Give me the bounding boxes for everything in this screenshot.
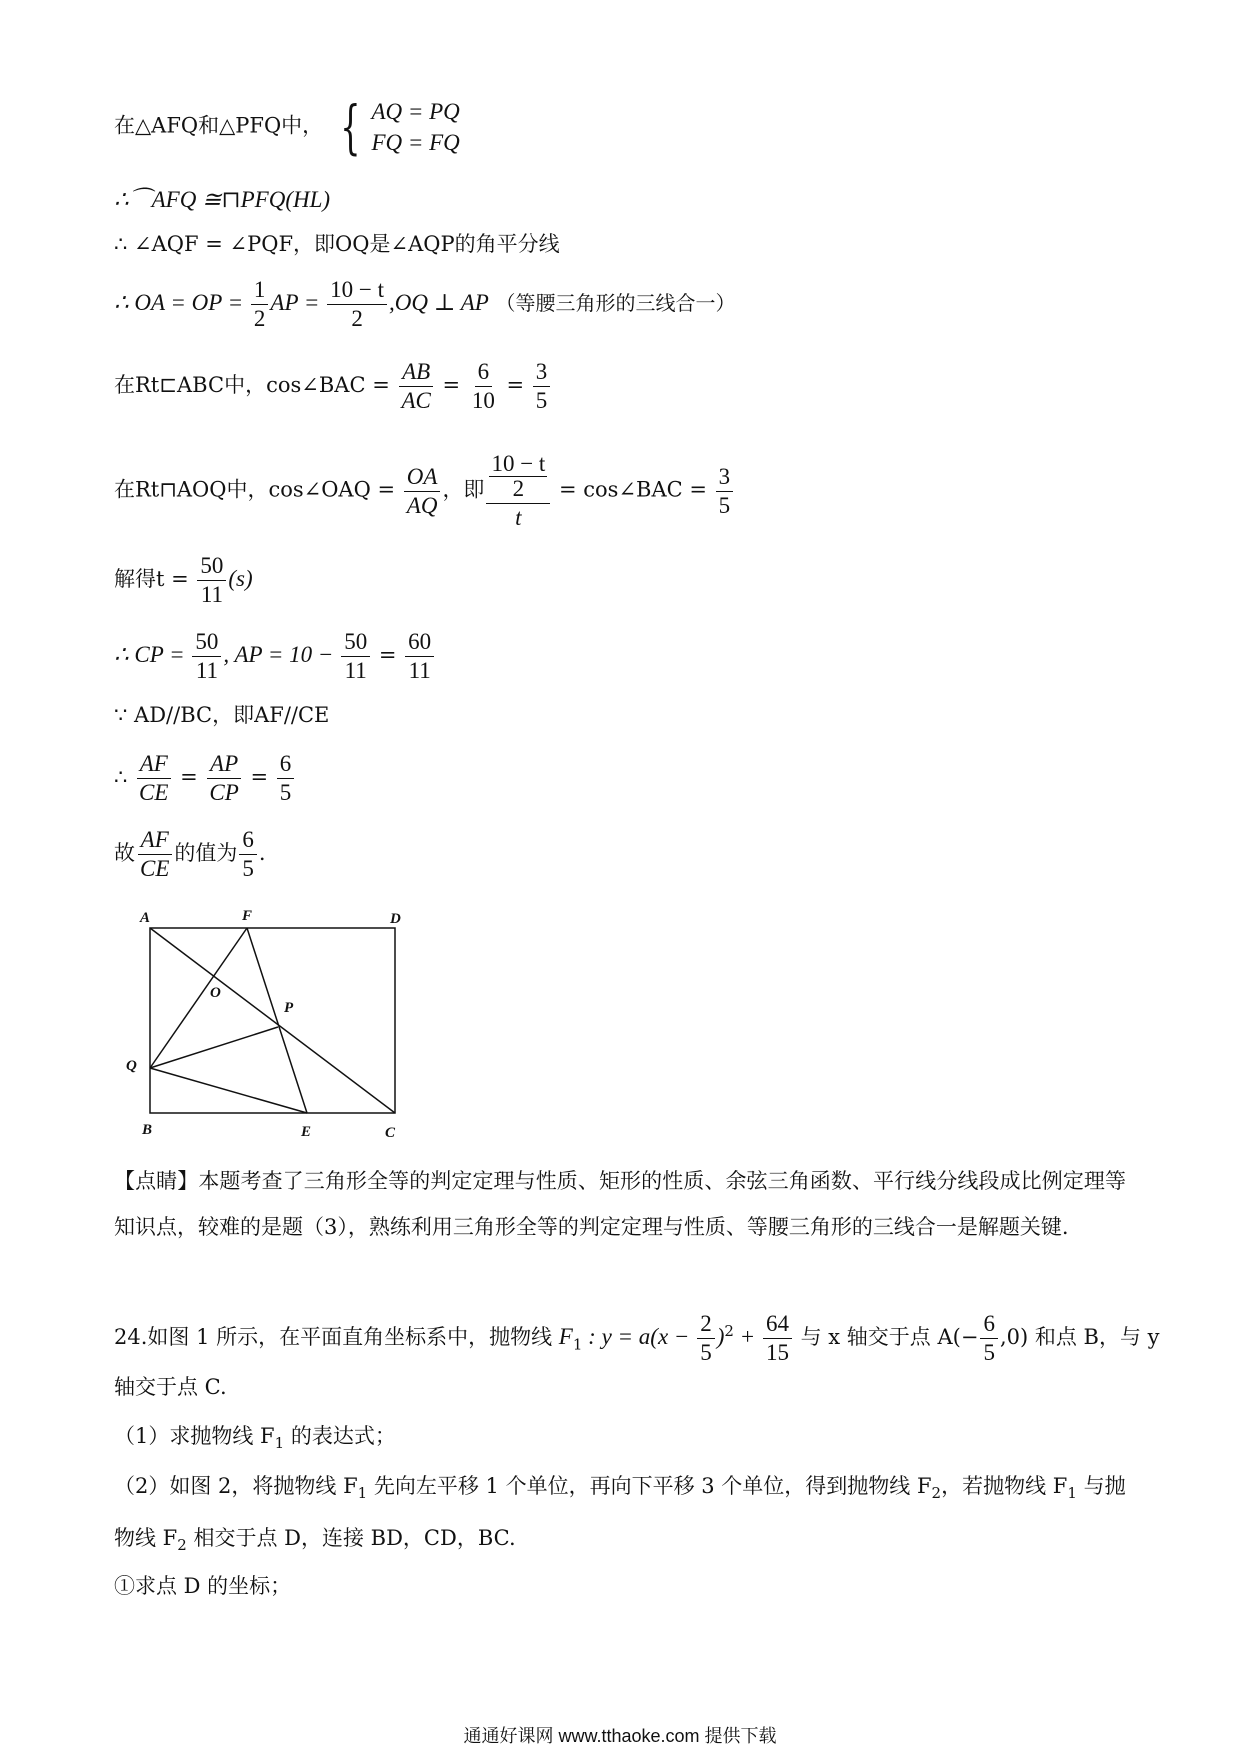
- l4-a: ∴ OA = OP =: [114, 290, 249, 316]
- part2-b: 先向左平移 1 个单位，再向下平移 3 个单位，得到抛物线 F: [367, 1474, 932, 1498]
- solution-line-6: [114, 452, 735, 530]
- equation-system: [371, 100, 459, 154]
- inner-num: 10 − t: [491, 451, 546, 476]
- label-o: O: [210, 985, 221, 1001]
- frac-den: AQ: [406, 492, 438, 518]
- geometry-figure: [120, 898, 420, 1143]
- label-f: F: [242, 908, 253, 924]
- part2-line2-b: 相交于点 D，连接 BD，CD，BC.: [186, 1526, 516, 1550]
- frac-num: 2: [697, 1312, 715, 1339]
- frac-den: 10: [471, 388, 495, 414]
- q24-f-sub: 1: [572, 1335, 583, 1354]
- label-a: A: [140, 910, 151, 926]
- part2-line2-a: 物线 F: [114, 1526, 178, 1550]
- q24-eq-b: +: [733, 1324, 761, 1350]
- frac-den: 5: [983, 1340, 995, 1366]
- frac-num: 6: [239, 828, 257, 855]
- frac-num: AB: [399, 360, 433, 387]
- frac-num: 1: [251, 278, 269, 305]
- solution-line-9: ∵ AD//BC，即AF//CE: [114, 703, 330, 727]
- l4-note: （等腰三角形的三线合一）: [495, 291, 736, 316]
- l10-a: ∴: [114, 765, 135, 790]
- fraction: [405, 630, 434, 683]
- q24-f-symbol: F: [558, 1324, 573, 1350]
- frac-den: 5: [279, 780, 292, 806]
- solution-line-1: [114, 93, 460, 161]
- fraction: [341, 630, 370, 683]
- q24-part-2-line-2: [114, 1528, 516, 1553]
- segment-qe: [150, 1068, 307, 1113]
- fraction: [398, 360, 433, 413]
- q24-square: 2: [724, 1322, 734, 1341]
- solution-line-3: ∴ ∠AQF = ∠PQF，即OQ是∠AQP的角平分线: [114, 232, 560, 256]
- system-eq-2: FQ = FQ: [371, 130, 460, 155]
- frac-num: OA: [404, 465, 441, 492]
- q24-eq-a: : y = a(x −: [582, 1324, 696, 1350]
- frac-num: 6: [277, 752, 295, 779]
- solution-line-11: [114, 828, 266, 881]
- fraction: [277, 752, 295, 805]
- solution-line-2: ∴⌒AFQ ≅⊓PFQ(HL): [114, 187, 331, 212]
- part2-line2-sub: 2: [177, 1536, 187, 1555]
- part1-b: 的表达式；: [284, 1424, 396, 1448]
- compound-fraction: [486, 452, 550, 530]
- q24-part-2: [114, 1476, 1126, 1501]
- l7-a: 解得t =: [114, 567, 196, 592]
- part2-a: （2）如图 2，将抛物线 F: [114, 1474, 358, 1498]
- fraction: [716, 465, 734, 518]
- q24-line-1: 24.如图 1 所示，在平面直角坐标系中，抛物线 $F_1$ : y = a(x − $\frac{2}{5}$ )$^2$ + $\frac{64}{15}$ 与 x 轴交于点 A(− $\frac{6}{5}$ ,0) 和点 B，与 y: [114, 1311, 1160, 1366]
- frac-num: 50: [192, 630, 221, 657]
- part2-sub3: 1: [1067, 1484, 1077, 1503]
- l5-a: 在Rt⊏ABC中，cos∠BAC =: [114, 373, 397, 398]
- frac-den: 15: [765, 1340, 789, 1366]
- q24-intro-a: 24.如图 1 所示，在平面直角坐标系中，抛物线: [114, 1325, 559, 1350]
- l6-b: ，即: [442, 477, 485, 502]
- frac-den: 11: [408, 658, 431, 684]
- solution-line-4: [114, 278, 736, 331]
- l8-b: , AP = 10 −: [223, 642, 340, 668]
- frac-num: 3: [716, 465, 734, 492]
- frac-den: 2: [351, 306, 363, 332]
- fraction: [763, 1312, 792, 1365]
- q24-line-2: 轴交于点 C.: [114, 1375, 227, 1399]
- l4-c: ,OQ ⊥ AP: [389, 290, 489, 316]
- part2-d: 与抛: [1076, 1474, 1126, 1498]
- system-eq-1: AQ = PQ: [371, 99, 460, 124]
- frac-num: 50: [341, 630, 370, 657]
- frac-den: 2: [253, 306, 266, 332]
- part2-sub1: 1: [357, 1484, 368, 1503]
- fraction: [697, 1312, 715, 1365]
- fraction: [980, 1312, 998, 1365]
- l6-c: = cos∠BAC =: [552, 477, 714, 502]
- fraction: [251, 278, 269, 331]
- frac-num: 60: [405, 630, 434, 657]
- label-c: C: [385, 1125, 396, 1141]
- fraction: [137, 828, 172, 881]
- frac-den: AC: [401, 388, 431, 414]
- frac-num: AF: [137, 752, 171, 779]
- fraction: [192, 630, 221, 683]
- segment-ac: [150, 928, 395, 1113]
- frac-num: 50: [197, 554, 226, 581]
- frac-num: 6: [475, 360, 493, 387]
- l6-a: 在Rt⊓AOQ中，cos∠OAQ =: [114, 477, 402, 502]
- solution-line-8: ∴ CP = $\frac{50}{11}$ , AP = 10 − $\frac{50}{11}$ = $\frac{60}{11}$: [114, 630, 436, 683]
- q24-intro-b: 与 x 轴交于点 A(−: [793, 1325, 979, 1350]
- label-p: P: [284, 1000, 294, 1016]
- l11-c: .: [258, 841, 266, 866]
- q24-part-2-1: ①求点 D 的坐标；: [114, 1574, 292, 1598]
- fraction: [404, 465, 441, 518]
- frac-den: 5: [535, 388, 548, 414]
- frac-num: [486, 452, 550, 504]
- frac-den: t: [515, 505, 522, 531]
- frac-num: 3: [533, 360, 551, 387]
- label-d: D: [390, 911, 401, 927]
- frac-den: 11: [200, 582, 223, 608]
- fraction: [533, 360, 551, 413]
- part1-sub: 1: [274, 1434, 285, 1453]
- page-footer: 通通好课网 www.tthaoke.com 提供下载: [463, 1726, 777, 1746]
- segment-fq: [150, 928, 247, 1068]
- l8-a: ∴ CP =: [114, 642, 191, 668]
- frac-num: 10 − t: [327, 278, 387, 305]
- comment-paragraph: 【点睛】本题考查了三角形全等的判定定理与性质、矩形的性质、余弦三角函数、平行线分线段成比例定理等知识点，较难的是题（3），熟练利用三角形全等的判定定理与性质、等腰三角形的三线合一是解题关键.: [114, 1169, 1126, 1239]
- frac-den: 11: [344, 658, 367, 684]
- frac-num: 6: [980, 1312, 998, 1339]
- fraction: [327, 278, 387, 331]
- frac-den: CP: [209, 780, 239, 806]
- frac-den: 5: [700, 1340, 712, 1366]
- label-b: B: [142, 1122, 153, 1138]
- q24-part-1: [114, 1426, 396, 1451]
- left-brace: {: [340, 93, 361, 161]
- label-e: E: [301, 1124, 312, 1140]
- frac-den: 11: [195, 658, 218, 684]
- fraction: [206, 752, 241, 805]
- fraction: [469, 360, 498, 413]
- frac-den: CE: [139, 780, 169, 806]
- part2-c: ，若抛物线 F: [941, 1474, 1068, 1498]
- fraction: [136, 752, 171, 805]
- q24-intro-c: ,0) 和点 B，与 y: [999, 1325, 1160, 1350]
- frac-den: 5: [718, 492, 731, 518]
- frac-num: 64: [763, 1312, 792, 1339]
- l4-b: AP =: [270, 290, 326, 316]
- label-q: Q: [126, 1058, 137, 1074]
- l11-a: 故: [114, 841, 135, 866]
- frac-den: CE: [140, 856, 170, 882]
- solution-line-5: 在Rt⊏ABC中，cos∠BAC = $\frac{AB}{AC}$ = $\frac{6}{10}$ = $\frac{3}{5}$: [114, 360, 552, 413]
- solution-line-7: [114, 554, 253, 607]
- frac-den: 5: [242, 856, 254, 882]
- fraction: [239, 828, 257, 881]
- l11-b: 的值为: [174, 841, 238, 866]
- inner-den: 2: [512, 476, 525, 502]
- segment-qp: [150, 1027, 278, 1068]
- solution-line-10: ∴ $\frac{AF}{CE}$ = $\frac{AP}{CP}$ = $\frac{6}{5}$: [114, 752, 296, 805]
- line1-text: 在△AFQ和△PFQ中，: [114, 113, 324, 138]
- part2-sub2: 2: [931, 1484, 942, 1503]
- frac-num: AF: [138, 828, 172, 855]
- part1-a: （1）求抛物线 F: [114, 1424, 275, 1448]
- segment-fe: [247, 928, 307, 1113]
- l7-b: (s): [228, 566, 253, 592]
- frac-num: AP: [207, 752, 241, 779]
- fraction: [197, 554, 226, 607]
